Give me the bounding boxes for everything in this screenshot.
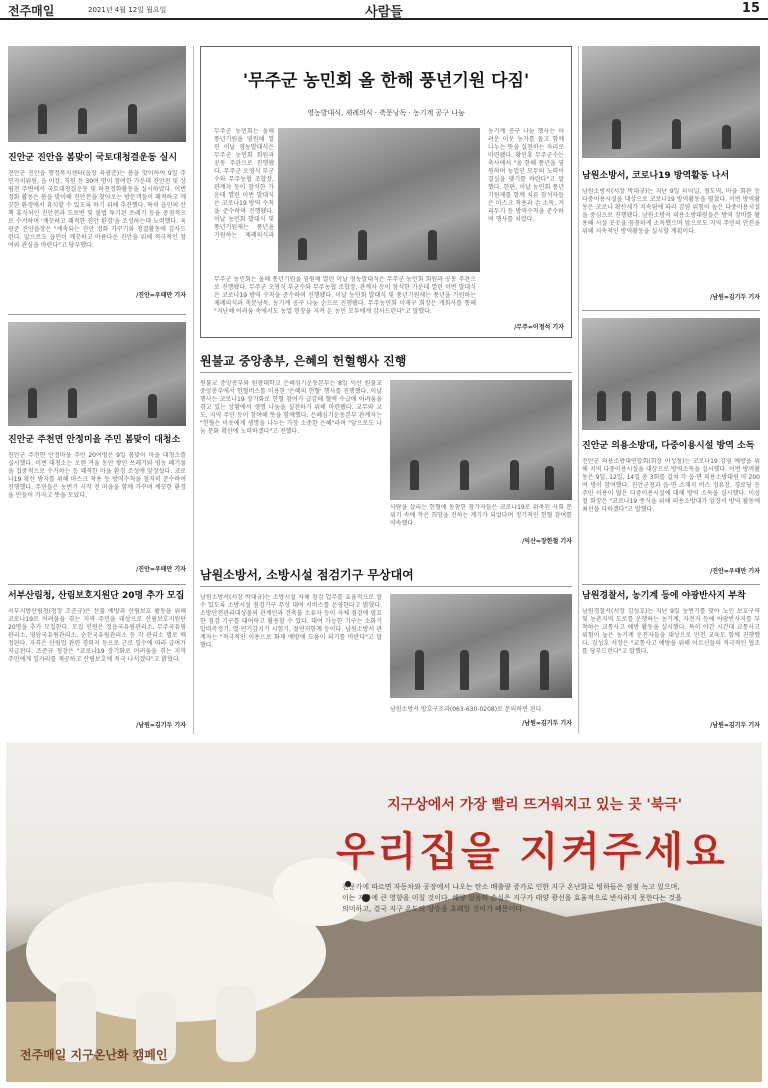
headline-jinan-cleanup: 진안군 진안읍 봄맞이 국토대청결운동 실시 xyxy=(8,153,178,163)
byline-police-reflectors: /남원=김기두 기자 xyxy=(710,722,760,729)
ad-title: 우리집을 지켜주세요 xyxy=(336,828,728,875)
headline-jinan-fire-brigade: 진안군 의용소방대, 다중이용시설 방역 소독 xyxy=(582,441,755,451)
headline-police-reflectors: 남원경찰서, 농기계 등에 야광반사지 부착 xyxy=(582,591,746,601)
feature-photo-ceremony xyxy=(278,128,480,272)
article-photo-volunteers xyxy=(582,318,760,430)
feature-byline: /무주=이정석 기자 xyxy=(514,324,564,331)
article-body-fire-equipment: 남원소방서(서장 박대규)는 소방시설 자체 점검 업무를 효율적으로 할 수 있도록 소방시설 점검기구 무상 대여 서비스를 운영한다고 밝혔다. 소방안전관리대상물의 관계인과 건축물 소유자 등이 자체 점검에 필요한 점검 기구를 대여하고 활용할 수 있다. 대여 가능한 기구는 소화기 압력측정기, 열·연기감지기 시험기, 절연저항계 등이다. 남원소방서 관계자는 "적극적인 이용으로 화재 예방에 도움이 되기를 바란다"고 말했다. xyxy=(200,594,382,649)
byline-namwon-quarantine: /남원=김기두 기자 xyxy=(710,294,760,301)
issue-date: 2021년 4월 12일 월요일 xyxy=(88,6,167,14)
article-body-jinan-fire-brigade: 진안군 의용소방대연합회(회장 이성철)는 코로나19 감염 예방을 위해 지역 다중이용시설을 대상으로 방역소독을 실시했다. 이번 방역활동은 9일, 12일, 14일 총 3회를 걸쳐 각 읍·면 의용소방대원 약 200여 명이 참여했다. 진안군청과 읍·면 소재지 버스 정류장, 경로당 등 주민 이용이 많은 다중이용시설에 대해 방역 소독을 실시했다. 이성철 회장은 "코로나19 종식을 위해 의용소방대가 앞장서 방역 활동에 최선을 다하겠다"고 말했다. xyxy=(582,458,760,513)
feature-body-bottom: 무주군 농민회는 올해 풍년기원을 염원해 열린 이날 영농발대식은 무주군 농민회 회원과 공동 주관으로 진행됐다. 무주군 오영식 부군수와 무주농협 조합장, 관계자 등이 참석한 가운데 열린 이번 발대식은 코로나19 방역 수칙을 준수하며 진행됐다. 이날 농민회 발대식 및 풍년기원제는 풍년을 기원하는 제례의식과 축문낭독, 농기계 공구 나눔 순으로 진행됐다. 무주농민회 이재구 회장은 개회사를 통해 "지난해 어려움 속에서도 농업 현장을 지켜 온 농민 모두에게 감사드린다"고 말했다. xyxy=(214,276,476,315)
byline-fire-equipment: /남원=김기두 기자 xyxy=(522,720,572,727)
page-header xyxy=(0,0,768,20)
article-body-jinan-cleanup: 진안군 진안읍 행정복지센터(읍장 육광준)는 봄을 맞이하여 9일 주민자치위원, 읍 이장, 직원 등 30여 명이 참여한 가운데 진안천 및 상림천 주변에서 국토대청결운동 및 하천정화활동을 실시하였다. 이번 정화 활동은 봄을 맞이해 진안천을 찾아오는 방문객들이 쾌적하고 깨끗한 환경에서 휴식할 수 있도록 하기 위해 추진했다. 특히 읍민의 산책 휴식처인 진안천과 도로변 및 불법 투기된 쓰레기 등을 중점적으로 수거하며 '깨끗하고 쾌적한 진안 환경'을 조성하는데 노력했다. 육광준 진안읍장은 "계속되는 진안 정화 가꾸기와 청결활동에 감사드린다. 앞으로도 읍민이 깨끗하고 아름다운 진안을 위해 적극적인 참여와 관심을 바란다"고 당부했다. xyxy=(8,170,186,249)
headline-blood-donation: 원불교 중앙총부, 은혜의 헌혈행사 진행 xyxy=(200,354,407,368)
article-body-namwon-quarantine: 남원소방서(서장 박대규)는 지난 9일 터미널, 철도역, 마을 회관 등 다중이용시설을 대상으로 코로나19 방역활동을 펼쳤다. 이번 방역활동은 코로나 확산세가 지속됨에 따라 감염 위험이 높은 다중이용시설을 중심으로 진행됐다. 남원소방서 의용소방대원들은 방역 장비를 활용해 시설 곳곳을 꼼꼼하게 소독했으며 앞으로도 지역 주민의 안전을 위해 지속적인 방역활동을 실시할 계획이다. xyxy=(582,188,760,235)
article-photo-cleanup xyxy=(8,46,186,142)
column-divider xyxy=(578,46,579,734)
ad-slogan: 지구상에서 가장 빨리 뜨거워지고 있는 곳 '북극' xyxy=(387,797,682,813)
article-body-blood-donation-2: 사람을 살리는 헌혈에 동참한 참가자들은 코로나19로 위축된 사회 분위기 속에 작은 희망을 전하는 계기가 되었다며 정기적인 헌혈 참여를 약속했다. xyxy=(390,504,572,527)
article-body-blood-donation: 원불교 중앙총부와 원광대학교 은혜심기운동본부는 8일 익산 원불교 중앙총부에서 헌혈버스를 이용한 '은혜의 헌혈' 행사를 진행했다. 이날 행사는 코로나19 장기화로 헌혈 참여가 급감해 혈액 수급에 어려움을 겪고 있는 상황에서 생명 나눔을 실천하기 위해 마련됐다. 교무와 교도, 지역 주민 등이 참여해 뜻을 함께했다. 은혜심기운동본부 관계자는 "헌혈은 이웃에게 생명을 나누는 가장 소중한 은혜"라며 "앞으로도 나눔 문화 확산에 노력하겠다"고 전했다. xyxy=(200,380,382,435)
article-body-jucheon-cleanup: 진안군 주천면 안정마을 주민 20여명은 9일 봄맞이 마을 대청소를 실시했다. 이번 대청소는 오랜 겨울 동안 쌓인 쓰레기와 영농 폐기물을 집중적으로 수거하는 등 쾌적한 마을 환경 조성에 앞장섰다. 코로나19 확산 방지를 위해 마스크 착용 등 방역수칙을 철저히 준수하여 진행했다. 주민들은 농번기 시작 전 마을을 함께 가꾸며 깨끗한 환경을 만들어 가자고 뜻을 모았다. xyxy=(8,452,186,499)
article-photo-quarantine xyxy=(582,46,760,158)
byline-jinan-cleanup: /진안=우태만 기자 xyxy=(136,292,186,299)
feature-body-right: 농기계 공구 나눔 행사는 어려운 이웃 농가를 돕고 함께 나누는 뜻을 실천하는 자리로 마련됐다. 황인홍 무주군수는 축사에서 "올 한해 풍년을 염원하며 농업인 모두의 노력이 결실을 맺기를 바란다"고 말했다. 한편, 이날 농민회 풍년기원제를 함께 치른 참석자들은 마스크 착용과 손 소독, 거리두기 등 방역수칙을 준수하며 행사를 치렀다. xyxy=(488,128,564,223)
article-photo-firefighters xyxy=(390,594,572,698)
page-number: 15 xyxy=(741,1,760,16)
byline-jinan-fire-brigade: /진안=우태만 기자 xyxy=(710,568,760,575)
headline-forest-service: 서부산림청, 산림보호지원단 20명 추가 모집 xyxy=(8,591,185,601)
newspaper-logo: 전주매일 xyxy=(8,4,55,18)
headline-jucheon-cleanup: 진안군 주천면 안정미을 주민 봄맞이 대청소 xyxy=(8,435,181,445)
photo-caption-firefighters: 남원소방서 방호구조과(063-630-0208)로 문의하면 된다. xyxy=(390,706,544,713)
feature-body-left: 무주군 농민회는 올해 풍년기원을 염원해 열린 이날 영농발대식은 무주군 농민회 회원과 공동 주관으로 진행됐다. 무주군 오영식 부군수와 무주농협 조합장, 관계자 등이 참석한 가운데 열린 이번 발대식은 코로나19 방역 수칙을 준수하며 진행됐다. 이날 농민회 발대식 및 풍년기원제는 풍년을 기원하는 제례의식과 xyxy=(214,128,274,239)
feature-subhead: 영농발대식, 제례의식 · 축문낭독 · 농기계 공구 나눔 xyxy=(307,109,465,117)
divider xyxy=(582,584,760,585)
byline-forest-service: /남원=김기두 기자 xyxy=(136,722,186,729)
divider xyxy=(200,586,572,587)
feature-headline: '무주군 농민회 올 한해 풍년기원 다짐' xyxy=(242,71,530,91)
ad-credit: 전주매일 지구온난화 캠페인 xyxy=(20,1048,168,1062)
article-photo-blood-donation xyxy=(390,380,572,500)
section-title: 사람들 xyxy=(365,5,403,20)
climate-campaign-ad xyxy=(6,742,762,1082)
divider xyxy=(582,310,760,311)
article-body-forest-service: 서부지방산림청(청장 조준규)은 산불 예방과 산림보호 활동을 위해 코로나19로 어려움을 겪는 지역 주민을 대상으로 산림보호지원단 20명을 추가 모집한다. 모집 인원은 정읍국유림관리소, 무주국유림관리소, 영암국유림관리소, 순천국유림관리소 등 각 관리소 별로 배정된다. 자격은 산림업 관련 경력자 등으로 근로 일수에 따라 급여가 지급된다. 조준규 청장은 "코로나19 장기화로 어려움을 겪는 지역 주민에게 일자리를 제공하고 산림보호에 적극 나서겠다"고 밝혔다. xyxy=(8,608,186,663)
article-photo-village-cleanup xyxy=(8,322,186,426)
byline-blood-donation: /익산=장한철 기자 xyxy=(522,538,572,545)
headline-namwon-quarantine: 남원소방서, 코로나19 방역활동 나서 xyxy=(582,171,730,181)
column-divider xyxy=(193,46,194,734)
ad-body-text: 전문가에 따르면 자동차와 공장에서 나오는 탄소 배출량 증가로 인한 지구 온난화로 빙하들은 점점 녹고 있으며, 이는 지구에 큰 영향을 미칠 것이다. 해양 얼음의 손실은 지구가 태양 광선을 효율적으로 반사하지 못한다는 것을 의미하고, 결국 지구 온도의 상승을 초래할 것이기 때문이다. xyxy=(342,883,682,913)
divider xyxy=(8,584,186,585)
polar-bear-leg xyxy=(216,986,256,1062)
article-body-police-reflectors: 남원경찰서(서장 김성호)는 지난 9일 농번기를 맞아 노인 보호구역 및 농촌지역 도로를 운행하는 농기계, 자전거 등에 야광반사지를 부착하는 교통사고 예방 활동을 실시했다. 특히 야간 시간대 교통사고 위험이 높은 농기계 운전자들을 대상으로 안전 교육도 함께 진행했다. 김성호 서장은 "교통사고 예방을 위해 어르신들의 적극적인 협조를 당부드린다"고 말했다. xyxy=(582,608,760,655)
byline-jucheon-cleanup: /진안=우태만 기자 xyxy=(136,566,186,573)
divider xyxy=(8,314,186,315)
divider xyxy=(200,372,572,373)
headline-fire-equipment: 남원소방서, 소방시설 점검기구 무상대여 xyxy=(200,568,414,582)
